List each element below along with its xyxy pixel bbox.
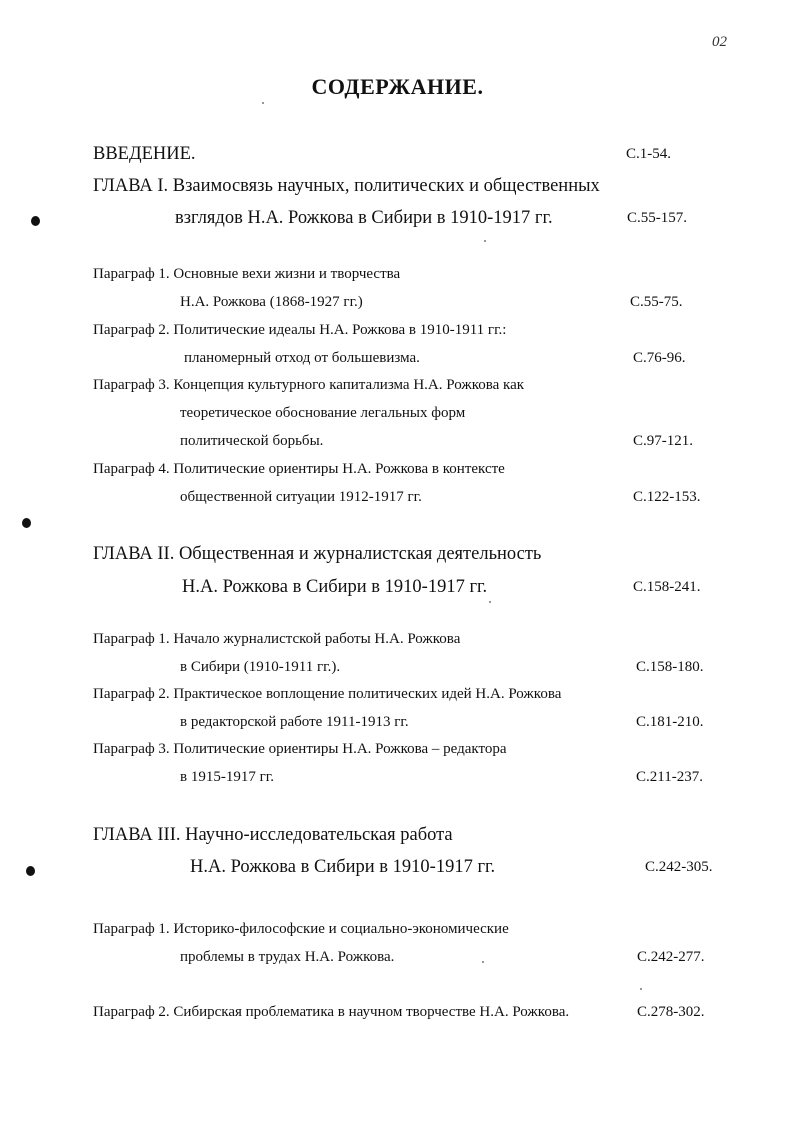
toc-entry-text: Параграф 1. Начало журналистской работы Н.А. Рожкова — [93, 631, 461, 647]
toc-entry-text: Н.А. Рожкова (1868-1927 гг.) — [180, 294, 363, 310]
toc-entry-pages: С.55-75. — [630, 294, 683, 310]
chapter-2-subheading: Н.А. Рожкова в Сибири в 1910-1917 гг. — [182, 577, 488, 597]
toc-entry-pages: С.158-180. — [636, 659, 704, 675]
scan-hole-mark — [31, 216, 40, 226]
toc-entry-pages: С.278-302. — [637, 1004, 705, 1020]
intro-label: ВВЕДЕНИЕ. — [93, 144, 196, 164]
chapter-1-heading: ГЛАВА I. Взаимосвязь научных, политических и общественных — [93, 176, 600, 196]
toc-entry-text: проблемы в трудах Н.А. Рожкова. — [180, 949, 395, 965]
toc-entry-text: Параграф 2. Политические идеалы Н.А. Рожкова в 1910-1911 гг.: — [93, 322, 507, 338]
chapter-3-heading: ГЛАВА III. Научно-исследовательская работа — [93, 825, 453, 845]
toc-entry-pages: С.122-153. — [633, 489, 701, 505]
toc-entry-text: Параграф 3. Концепция культурного капитализма Н.А. Рожкова как — [93, 377, 525, 393]
toc-entry-text: общественной ситуации 1912-1917 гг. — [180, 489, 422, 505]
toc-entry-pages: С.181-210. — [636, 714, 704, 730]
toc-entry-text: политической борьбы. — [180, 433, 324, 449]
toc-entry-pages: С.242-277. — [637, 949, 705, 965]
toc-entry-text: в Сибири (1910-1911 гг.). — [180, 659, 341, 675]
toc-entry-text: Параграф 2. Практическое воплощение политических идей Н.А. Рожкова — [93, 686, 562, 702]
chapter-1-pages: С.55-157. — [627, 210, 687, 226]
chapter-3-subheading: Н.А. Рожкова в Сибири в 1910-1917 гг. — [190, 857, 496, 877]
scan-speck — [489, 601, 491, 603]
scan-hole-mark — [22, 518, 31, 528]
toc-entry-text: Параграф 3. Политические ориентиры Н.А. Рожкова – редактора — [93, 741, 507, 757]
handwritten-page-mark: 02 — [712, 34, 727, 50]
toc-entry-text: в 1915-1917 гг. — [180, 769, 274, 785]
scan-speck — [262, 102, 264, 104]
toc-entry-text: Параграф 4. Политические ориентиры Н.А. Рожкова в контексте — [93, 461, 505, 477]
chapter-1-subheading: взглядов Н.А. Рожкова в Сибири в 1910-1917 гг. — [175, 208, 553, 228]
toc-entry-pages: С.97-121. — [633, 433, 693, 449]
chapter-3-pages: С.242-305. — [645, 859, 713, 875]
toc-entry-text: Параграф 1. Историко-философские и социально-экономические — [93, 921, 509, 937]
toc-entry-text: Параграф 1. Основные вехи жизни и творчества — [93, 266, 401, 282]
toc-entry-text: Параграф 2. Сибирская проблематика в научном творчестве Н.А. Рожкова. — [93, 1004, 570, 1020]
toc-entry-text: теоретическое обоснование легальных форм — [180, 405, 466, 421]
toc-entry-text: в редакторской работе 1911-1913 гг. — [180, 714, 409, 730]
scan-speck — [482, 961, 484, 963]
scan-hole-mark — [26, 866, 35, 876]
toc-entry-text: планомерный отход от большевизма. — [184, 350, 420, 366]
scan-speck — [640, 988, 642, 990]
toc-entry-pages: С.76-96. — [633, 350, 686, 366]
chapter-2-heading: ГЛАВА II. Общественная и журналистская деятельность — [93, 544, 542, 564]
chapter-2-pages: С.158-241. — [633, 579, 701, 595]
page-title: СОДЕРЖАНИЕ. — [311, 74, 484, 99]
scan-speck — [484, 240, 486, 242]
intro-pages: С.1-54. — [626, 146, 671, 162]
toc-entry-pages: С.211-237. — [636, 769, 703, 785]
